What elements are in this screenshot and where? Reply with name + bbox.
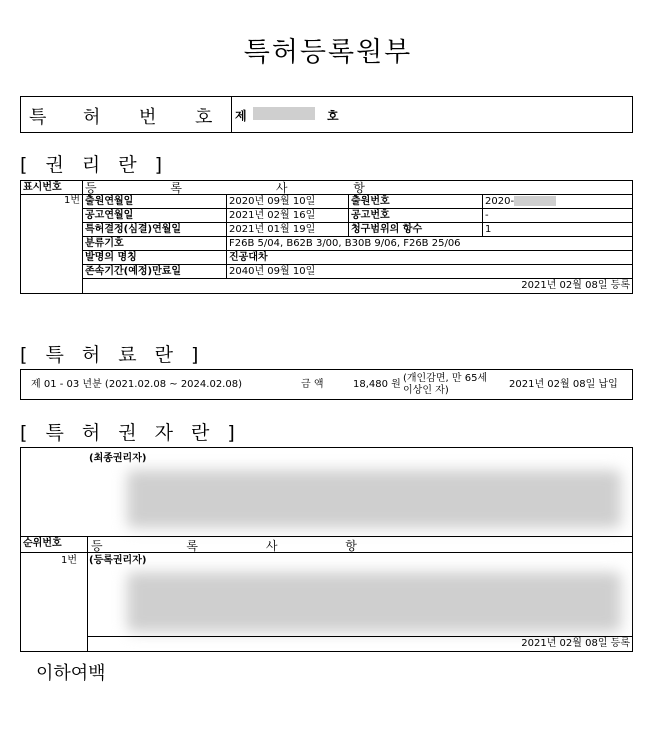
patent-number-prefix: 제 — [235, 109, 247, 123]
row-label: 특허결정(심결)연월일 — [83, 223, 227, 237]
table-row — [21, 279, 633, 294]
fee-note-line1: (개인감면, 만 65세 — [403, 373, 488, 384]
rights-table — [20, 180, 633, 294]
fee-box — [20, 369, 633, 400]
redacted-final-holder — [127, 470, 621, 528]
divider — [87, 636, 632, 637]
label-char: 특 — [29, 107, 47, 128]
row-number: 1번 — [21, 195, 83, 294]
label-char: 허 — [83, 107, 101, 128]
table-row — [21, 251, 633, 265]
table-header-row — [21, 181, 633, 195]
row-value: 2020년 09월 10일 — [227, 195, 349, 209]
row-label: 출원연월일 — [83, 195, 227, 209]
registration-date: 2021년 02월 08일 등록 — [83, 279, 633, 294]
header-char: 사 — [275, 180, 288, 195]
row-value: 2040년 09월 10일 — [227, 265, 633, 279]
end-of-document: 이하여백 — [36, 663, 106, 684]
table-row — [21, 223, 633, 237]
label-char: 호 — [195, 107, 213, 128]
final-holder-label: (최종권리자) — [89, 453, 147, 464]
header-char: 등 — [91, 539, 103, 553]
label-char: 번 — [139, 107, 157, 128]
application-number — [483, 195, 633, 209]
col-item-header — [83, 181, 633, 195]
row-number: 1번 — [61, 555, 78, 566]
document-title: 특허등록원부 — [243, 37, 413, 68]
fee-period: 제 01 - 03 년분 (2021.02.08 ~ 2024.02.08) — [31, 379, 242, 390]
row-label: 공고연월일 — [83, 209, 227, 223]
header-char: 록 — [186, 539, 199, 553]
patent-number-box — [20, 96, 633, 133]
fee-paid-date: 2021년 02월 08일 납입 — [509, 379, 618, 390]
fee-amount: 18,480 원 — [353, 379, 401, 390]
col-item-header — [91, 537, 357, 554]
redacted-application-number — [514, 196, 556, 206]
header-char: 사 — [265, 539, 278, 553]
registered-holder-label: (등록권리자) — [89, 555, 147, 566]
fee-amount-label: 금 액 — [301, 379, 324, 390]
registration-date: 2021년 02월 08일 등록 — [521, 638, 630, 649]
row-value: 2021년 02월 16일 — [227, 209, 349, 223]
row-label: 청구범위의 항수 — [349, 223, 483, 237]
header-char: 록 — [170, 180, 183, 195]
header-char: 항 — [345, 539, 357, 553]
col-index-header: 순위번호 — [23, 538, 62, 549]
row-value: 진공대차 — [227, 251, 633, 265]
application-number-prefix: 2020- — [485, 195, 515, 207]
row-label: 공고번호 — [349, 209, 483, 223]
row-value: F26B 5/04, B62B 3/00, B30B 9/06, F26B 25/06 — [227, 237, 633, 251]
header-char: 항 — [353, 180, 365, 195]
table-row — [21, 237, 633, 251]
divider — [87, 536, 88, 652]
row-label: 출원번호 — [349, 195, 483, 209]
holder-box — [20, 447, 633, 652]
fee-note-line2: 이상인 자) — [403, 385, 449, 396]
row-label: 존속기간(예정)만료일 — [83, 265, 227, 279]
table-row — [21, 209, 633, 223]
redacted-registered-holder — [127, 572, 621, 632]
table-row — [21, 265, 633, 279]
row-label: 발명의 명칭 — [83, 251, 227, 265]
col-index-header: 표시번호 — [21, 181, 83, 195]
row-label: 분류기호 — [83, 237, 227, 251]
patent-number-suffix: 호 — [327, 109, 339, 123]
header-char: 등 — [85, 180, 97, 195]
row-value: 1 — [483, 223, 633, 237]
holder-section-title: [ 특 허 권 자 란 ] — [20, 422, 241, 444]
patent-number-label — [21, 97, 232, 132]
table-row — [21, 195, 633, 209]
fee-section-title: [ 특 허 료 란 ] — [20, 344, 205, 366]
redacted-patent-number — [253, 107, 315, 120]
row-value: - — [483, 209, 633, 223]
row-value: 2021년 01월 19일 — [227, 223, 349, 237]
rights-section-title: [ 권 리 란 ] — [20, 154, 169, 176]
